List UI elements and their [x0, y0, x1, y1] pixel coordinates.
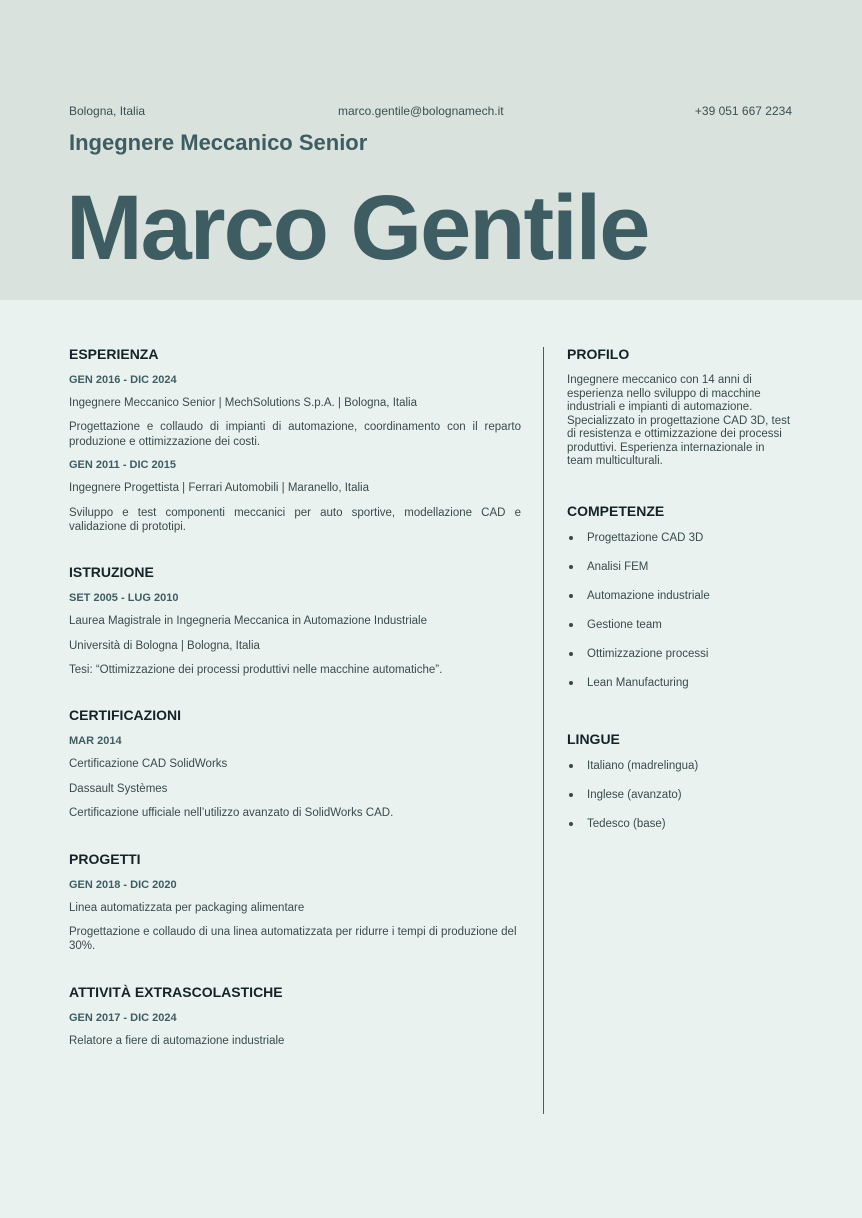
list-item [567, 788, 793, 817]
experience-entry [69, 459, 521, 534]
entry-description: Progettazione e collaudo di impianti di automazione, coordinamento con il reparto produzione e ottimizzazione dei costi. [69, 421, 521, 448]
job-title: Ingegnere Meccanico Senior [69, 130, 368, 155]
entry-date: SET 2005 - LUG 2010 [69, 592, 179, 605]
projects-title: PROGETTI [69, 850, 141, 867]
extracurricular-section [69, 984, 521, 1048]
skill-label: Analisi FEM [587, 560, 649, 573]
list-item [567, 531, 793, 560]
bullet-icon [569, 822, 573, 826]
languages-title: LINGUE [567, 730, 620, 747]
skill-label: Ottimizzazione processi [587, 647, 709, 660]
projects-section [69, 851, 521, 954]
list-item [567, 560, 793, 589]
list-item [567, 618, 793, 647]
list-item [567, 647, 793, 676]
bullet-icon [569, 536, 573, 540]
list-item [567, 589, 793, 618]
skill-label: Automazione industriale [587, 589, 710, 602]
entry-date: GEN 2017 - DIC 2024 [69, 1011, 177, 1024]
bullet-icon [569, 623, 573, 627]
education-school: Università di Bologna | Bologna, Italia [69, 639, 260, 652]
certification-name: Certificazione CAD SolidWorks [69, 758, 228, 771]
education-section [69, 564, 521, 677]
bullet-icon [569, 681, 573, 685]
certification-description: Certificazione ufficiale nell’utilizzo avanzato di SolidWorks CAD. [69, 807, 394, 820]
project-name: Linea automatizzata per packaging alimentare [69, 901, 305, 914]
experience-title: ESPERIENZA [69, 346, 159, 362]
contact-phone[interactable]: +39 051 667 2234 [694, 104, 792, 118]
education-degree: Laurea Magistrale in Ingegneria Meccanica in Automazione Industriale [69, 615, 427, 628]
project-description: Progettazione e collaudo di una linea automatizzata per ridurre i tempi di produzione del 30%. [69, 925, 517, 953]
column-divider [543, 347, 544, 1114]
header-banner [0, 0, 862, 300]
certifications-title: CERTIFICAZIONI [69, 707, 181, 724]
main-column [69, 346, 521, 1078]
extracurricular-description: Relatore a fiere di automazione industriale [69, 1034, 285, 1047]
list-item [567, 817, 793, 846]
side-column [567, 346, 793, 872]
education-thesis: Tesi: “Ottimizzazione dei processi produttivi nelle macchine automatiche”. [69, 664, 443, 676]
bullet-icon [569, 764, 573, 768]
entry-date: MAR 2014 [69, 735, 122, 748]
entry-date: GEN 2011 - DIC 2015 [69, 459, 177, 472]
skills-list [567, 531, 793, 705]
experience-entry [69, 374, 521, 449]
profile-title: PROFILO [567, 346, 630, 362]
bullet-icon [569, 793, 573, 797]
entry-role: Ingegnere Progettista | Ferrari Automobili | Maranello, Italia [69, 482, 370, 495]
skill-label: Progettazione CAD 3D [587, 531, 704, 544]
entry-date: GEN 2016 - DIC 2024 [69, 374, 177, 386]
entry-date: GEN 2018 - DIC 2020 [69, 878, 177, 891]
person-name: Marco Gentile [66, 177, 649, 279]
skill-label: Gestione team [587, 618, 662, 631]
bullet-icon [569, 594, 573, 598]
entry-description: Sviluppo e test componenti meccanici per auto sportive, modellazione CAD e validazione di prototipi. [69, 506, 521, 533]
language-label: Tedesco (base) [587, 817, 666, 830]
experience-section [69, 346, 521, 534]
language-label: Inglese (avanzato) [587, 788, 682, 801]
contact-location: Bologna, Italia [69, 104, 146, 118]
certification-issuer: Dassault Systèmes [69, 782, 168, 795]
skills-title: COMPETENZE [567, 502, 665, 519]
skill-label: Lean Manufacturing [587, 676, 689, 689]
extracurricular-title: ATTIVITÀ EXTRASCOLASTICHE [69, 983, 283, 1000]
contact-email[interactable]: marco.gentile@bolognamech.it [338, 104, 504, 118]
languages-list [567, 759, 793, 846]
certifications-section [69, 707, 521, 820]
language-label: Italiano (madrelingua) [587, 759, 699, 772]
profile-text: Ingegnere meccanico con 14 anni di esperienza nello sviluppo di macchine industriali e impianti di automazione. Specializzato in progettazione CAD 3D, test di resistenza e ottimizzazione dei processi produttivi. Esperienza internazionale in team multiculturali. [567, 374, 791, 468]
bullet-icon [569, 565, 573, 569]
entry-role: Ingegnere Meccanico Senior | MechSolutions S.p.A. | Bologna, Italia [69, 397, 417, 409]
list-item [567, 676, 793, 705]
list-item [567, 759, 793, 788]
education-title: ISTRUZIONE [69, 564, 154, 581]
bullet-icon [569, 652, 573, 656]
